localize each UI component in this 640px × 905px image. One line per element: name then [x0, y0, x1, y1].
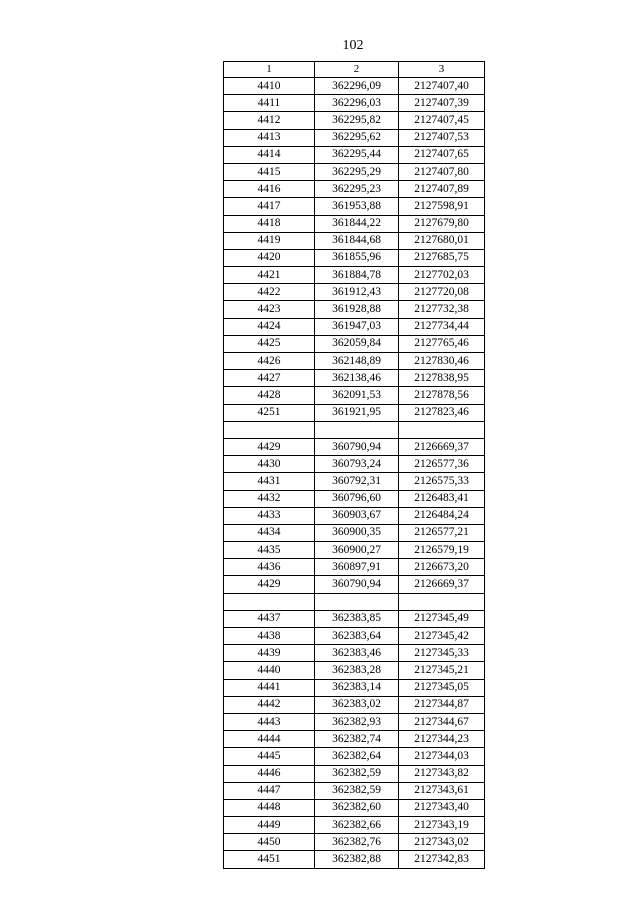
column-header-y: 3 — [399, 62, 485, 78]
cell-y-coordinate: 2127344,03 — [399, 748, 485, 765]
cell-point-number: 4418 — [224, 215, 315, 232]
cell-y-coordinate: 2127407,80 — [399, 163, 485, 180]
cell-point-number: 4440 — [224, 662, 315, 679]
table-row — [224, 507, 485, 524]
table-row — [224, 851, 485, 868]
cell-x-coordinate: 362296,09 — [315, 78, 399, 95]
table-row — [224, 817, 485, 834]
cell-x-coordinate: 362295,82 — [315, 112, 399, 129]
cell-y-coordinate: 2127878,56 — [399, 387, 485, 404]
table-row — [224, 335, 485, 352]
cell-y-coordinate: 2127343,82 — [399, 765, 485, 782]
cell-x-coordinate: 362383,28 — [315, 662, 399, 679]
table-row — [224, 628, 485, 645]
cell-point-number: 4428 — [224, 387, 315, 404]
table-row — [224, 232, 485, 249]
table-row — [224, 370, 485, 387]
cell-y-coordinate: 2127720,08 — [399, 284, 485, 301]
table-row — [224, 593, 485, 610]
cell-point-number: 4410 — [224, 78, 315, 95]
cell-y-coordinate: 2126484,24 — [399, 507, 485, 524]
cell-y-coordinate: 2127344,23 — [399, 731, 485, 748]
cell-y-coordinate: 2127407,53 — [399, 129, 485, 146]
cell-point-number: 4431 — [224, 473, 315, 490]
table-row — [224, 782, 485, 799]
table-row — [224, 78, 485, 95]
cell-point-number: 4442 — [224, 696, 315, 713]
cell-point-number: 4430 — [224, 456, 315, 473]
cell-y-coordinate: 2126575,33 — [399, 473, 485, 490]
table-row — [224, 301, 485, 318]
cell-y-coordinate: 2126669,37 — [399, 438, 485, 455]
cell-x-coordinate: 361947,03 — [315, 318, 399, 335]
cell-y-coordinate: 2127679,80 — [399, 215, 485, 232]
cell-x-coordinate: 362382,88 — [315, 851, 399, 868]
cell-y-coordinate: 2127680,01 — [399, 232, 485, 249]
cell-point-number: 4449 — [224, 817, 315, 834]
cell-x-coordinate: 361921,95 — [315, 404, 399, 421]
cell-x-coordinate: 362383,46 — [315, 645, 399, 662]
cell-point-number: 4450 — [224, 834, 315, 851]
cell-x-coordinate: 360792,31 — [315, 473, 399, 490]
page-number: 102 — [342, 38, 364, 53]
cell-point-number: 4445 — [224, 748, 315, 765]
cell-y-coordinate: 2126577,21 — [399, 524, 485, 541]
cell-x-coordinate: 361844,68 — [315, 232, 399, 249]
cell-x-coordinate: 361844,22 — [315, 215, 399, 232]
cell-point-number: 4444 — [224, 731, 315, 748]
cell-x-coordinate: 362382,59 — [315, 782, 399, 799]
cell-point-number: 4435 — [224, 542, 315, 559]
cell-point-number: 4439 — [224, 645, 315, 662]
cell-point-number: 4420 — [224, 249, 315, 266]
table-row — [224, 146, 485, 163]
cell-x-coordinate: 362383,85 — [315, 610, 399, 627]
cell-y-coordinate: 2127702,03 — [399, 267, 485, 284]
cell-y-coordinate: 2127830,46 — [399, 353, 485, 370]
cell-point-number: 4421 — [224, 267, 315, 284]
cell-x-coordinate: 362382,74 — [315, 731, 399, 748]
cell-x-coordinate: 360900,27 — [315, 542, 399, 559]
cell-y-coordinate: 2127407,40 — [399, 78, 485, 95]
cell-y-coordinate: 2127344,87 — [399, 696, 485, 713]
cell-x-coordinate: 362295,23 — [315, 181, 399, 198]
cell-x-coordinate: 362382,76 — [315, 834, 399, 851]
cell-x-coordinate: 362295,62 — [315, 129, 399, 146]
cell-point-number: 4424 — [224, 318, 315, 335]
cell-y-coordinate: 2127685,75 — [399, 249, 485, 266]
cell-point-number: 4417 — [224, 198, 315, 215]
cell-x-coordinate: 360790,94 — [315, 438, 399, 455]
table-row — [224, 318, 485, 335]
table-row — [224, 387, 485, 404]
cell-y-coordinate: 2127598,91 — [399, 198, 485, 215]
cell-y-coordinate: 2127407,45 — [399, 112, 485, 129]
cell-x-coordinate — [315, 593, 399, 610]
table-row — [224, 181, 485, 198]
cell-point-number: 4426 — [224, 353, 315, 370]
table-row — [224, 456, 485, 473]
cell-x-coordinate: 361953,88 — [315, 198, 399, 215]
table-row — [224, 645, 485, 662]
cell-point-number: 4434 — [224, 524, 315, 541]
cell-point-number: 4441 — [224, 679, 315, 696]
table-row — [224, 95, 485, 112]
cell-x-coordinate: 361912,43 — [315, 284, 399, 301]
cell-x-coordinate: 360897,91 — [315, 559, 399, 576]
table-row — [224, 249, 485, 266]
cell-x-coordinate: 362382,59 — [315, 765, 399, 782]
table-row — [224, 610, 485, 627]
cell-x-coordinate: 361884,78 — [315, 267, 399, 284]
cell-x-coordinate: 362383,14 — [315, 679, 399, 696]
cell-y-coordinate: 2127407,89 — [399, 181, 485, 198]
cell-x-coordinate: 362383,64 — [315, 628, 399, 645]
cell-point-number: 4251 — [224, 404, 315, 421]
cell-point-number: 4415 — [224, 163, 315, 180]
table-row — [224, 421, 485, 438]
cell-y-coordinate: 2127345,33 — [399, 645, 485, 662]
cell-y-coordinate: 2127407,65 — [399, 146, 485, 163]
table-row — [224, 834, 485, 851]
table-row — [224, 696, 485, 713]
table-row — [224, 559, 485, 576]
table-row — [224, 473, 485, 490]
cell-y-coordinate: 2127734,44 — [399, 318, 485, 335]
cell-point-number: 4429 — [224, 576, 315, 593]
cell-point-number: 4451 — [224, 851, 315, 868]
cell-point-number: 4419 — [224, 232, 315, 249]
cell-x-coordinate — [315, 421, 399, 438]
column-header-x: 2 — [315, 62, 399, 78]
cell-x-coordinate: 362059,84 — [315, 335, 399, 352]
cell-y-coordinate: 2127344,67 — [399, 713, 485, 730]
table-row — [224, 129, 485, 146]
table-row — [224, 542, 485, 559]
cell-y-coordinate: 2126673,20 — [399, 559, 485, 576]
cell-y-coordinate: 2126669,37 — [399, 576, 485, 593]
cell-x-coordinate: 360790,94 — [315, 576, 399, 593]
table-row — [224, 112, 485, 129]
cell-y-coordinate: 2127343,02 — [399, 834, 485, 851]
cell-point-number: 4423 — [224, 301, 315, 318]
table-row — [224, 765, 485, 782]
cell-x-coordinate: 360796,60 — [315, 490, 399, 507]
cell-point-number: 4411 — [224, 95, 315, 112]
table-row — [224, 799, 485, 816]
cell-y-coordinate: 2127343,19 — [399, 817, 485, 834]
table-row — [224, 353, 485, 370]
table-row — [224, 267, 485, 284]
cell-x-coordinate: 362383,02 — [315, 696, 399, 713]
cell-x-coordinate: 362138,46 — [315, 370, 399, 387]
cell-y-coordinate: 2127345,21 — [399, 662, 485, 679]
cell-y-coordinate: 2127838,95 — [399, 370, 485, 387]
cell-y-coordinate: 2127342,83 — [399, 851, 485, 868]
cell-x-coordinate: 360903,67 — [315, 507, 399, 524]
cell-y-coordinate: 2127345,05 — [399, 679, 485, 696]
cell-x-coordinate: 362295,44 — [315, 146, 399, 163]
cell-x-coordinate: 360793,24 — [315, 456, 399, 473]
cell-y-coordinate: 2127407,39 — [399, 95, 485, 112]
cell-y-coordinate: 2127765,46 — [399, 335, 485, 352]
cell-x-coordinate: 361855,96 — [315, 249, 399, 266]
cell-point-number: 4437 — [224, 610, 315, 627]
cell-x-coordinate: 361928,88 — [315, 301, 399, 318]
column-header-point: 1 — [224, 62, 315, 78]
cell-point-number — [224, 593, 315, 610]
table-row — [224, 284, 485, 301]
cell-x-coordinate: 362382,60 — [315, 799, 399, 816]
cell-point-number — [224, 421, 315, 438]
cell-y-coordinate: 2127343,40 — [399, 799, 485, 816]
cell-point-number: 4438 — [224, 628, 315, 645]
cell-x-coordinate: 362148,89 — [315, 353, 399, 370]
cell-point-number: 4427 — [224, 370, 315, 387]
cell-point-number: 4447 — [224, 782, 315, 799]
cell-y-coordinate: 2127343,61 — [399, 782, 485, 799]
cell-point-number: 4448 — [224, 799, 315, 816]
cell-point-number: 4412 — [224, 112, 315, 129]
table-row — [224, 524, 485, 541]
cell-point-number: 4432 — [224, 490, 315, 507]
cell-x-coordinate: 362296,03 — [315, 95, 399, 112]
cell-y-coordinate: 2126579,19 — [399, 542, 485, 559]
table-row — [224, 713, 485, 730]
cell-point-number: 4436 — [224, 559, 315, 576]
table-row — [224, 404, 485, 421]
cell-point-number: 4443 — [224, 713, 315, 730]
table-row — [224, 198, 485, 215]
cell-x-coordinate: 360900,35 — [315, 524, 399, 541]
table-row — [224, 748, 485, 765]
table-row — [224, 163, 485, 180]
cell-point-number: 4422 — [224, 284, 315, 301]
cell-y-coordinate: 2126483,41 — [399, 490, 485, 507]
cell-y-coordinate: 2127823,46 — [399, 404, 485, 421]
cell-y-coordinate — [399, 593, 485, 610]
cell-y-coordinate: 2127732,38 — [399, 301, 485, 318]
table-row — [224, 679, 485, 696]
table-row — [224, 438, 485, 455]
cell-x-coordinate: 362382,64 — [315, 748, 399, 765]
cell-point-number: 4414 — [224, 146, 315, 163]
table-row — [224, 731, 485, 748]
table-body — [224, 78, 485, 869]
cell-x-coordinate: 362091,53 — [315, 387, 399, 404]
table-row — [224, 576, 485, 593]
cell-point-number: 4413 — [224, 129, 315, 146]
cell-y-coordinate: 2127345,49 — [399, 610, 485, 627]
table-row — [224, 662, 485, 679]
cell-point-number: 4416 — [224, 181, 315, 198]
cell-x-coordinate: 362382,93 — [315, 713, 399, 730]
cell-y-coordinate — [399, 421, 485, 438]
cell-y-coordinate: 2126577,36 — [399, 456, 485, 473]
cell-x-coordinate: 362382,66 — [315, 817, 399, 834]
cell-point-number: 4446 — [224, 765, 315, 782]
table-row — [224, 490, 485, 507]
cell-point-number: 4425 — [224, 335, 315, 352]
table-row — [224, 215, 485, 232]
cell-point-number: 4433 — [224, 507, 315, 524]
cell-y-coordinate: 2127345,42 — [399, 628, 485, 645]
cell-point-number: 4429 — [224, 438, 315, 455]
table-header-row — [224, 62, 485, 78]
cell-x-coordinate: 362295,29 — [315, 163, 399, 180]
coordinates-table — [223, 61, 485, 869]
